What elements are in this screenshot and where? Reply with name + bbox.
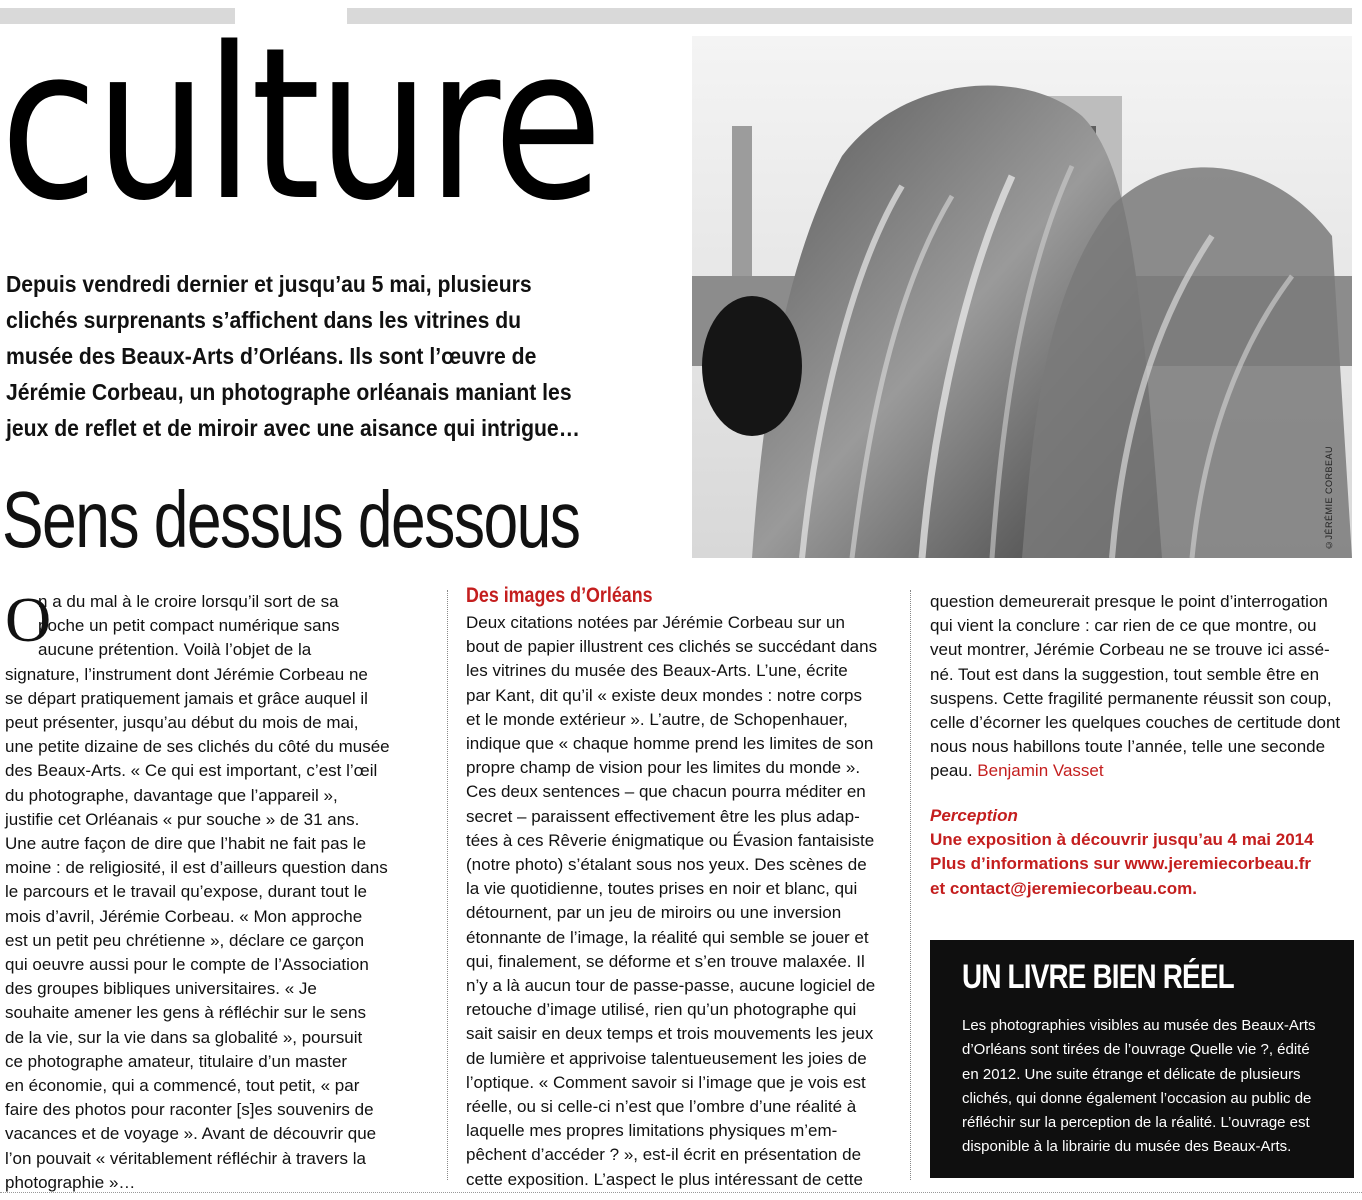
- body-text: peau.: [930, 761, 973, 781]
- article-column-2: [466, 611, 892, 1192]
- body-line: l’on pouvait « véritablement réfléchir à travers la: [5, 1148, 366, 1168]
- body-line: pêchent d’accéder ? », est-il écrit en présentation de: [466, 1145, 862, 1165]
- body-line: étonnante de l’image, la réalité qui semble se jouer et: [466, 927, 869, 947]
- box-line: Les photographies visibles au musée des Beaux-Arts: [962, 1017, 1316, 1034]
- body-line: la vie quotidienne, toutes prises en noir et blanc, qui: [466, 879, 858, 899]
- photo-illustration: [692, 36, 1352, 558]
- body-line: question demeurerait presque le point d’interrogation: [930, 592, 1328, 611]
- body-line: photographie »…: [5, 1172, 136, 1192]
- body-line: Une autre façon de dire que l’habit ne fait pas le: [5, 834, 367, 854]
- body-line: tées à ces Rêverie énigmatique ou Évasion fantaisiste: [466, 830, 875, 850]
- body-line: Deux citations notées par Jérémie Corbeau sur un: [466, 613, 845, 632]
- sidebar-box-title: UN LIVRE BIEN RÉEL: [962, 958, 1234, 996]
- body-line: faire des photos pour raconter [s]es souvenirs de: [5, 1100, 374, 1120]
- body-line: de la vie, sur la vie dans sa globalité », poursuit: [5, 1027, 363, 1047]
- subheading: Des images d’Orléans: [466, 584, 653, 607]
- author-byline: Benjamin Vasset: [977, 761, 1104, 781]
- body-line: suspens. Cette fragilité permanente réussit son coup,: [930, 688, 1332, 708]
- body-line: Ces deux sentences – que chacun pourra méditer en: [466, 782, 866, 802]
- body-line: l’optique. « Comment savoir si l’image que je vois est: [466, 1072, 866, 1092]
- body-line: souhaite amener les gens à réfléchir sur le sens: [5, 1003, 366, 1023]
- body-line: et le monde extérieur ». L’autre, de Schopenhauer,: [466, 709, 848, 729]
- body-line: celle d’écorner les quelques couches de certitude dont: [930, 713, 1341, 733]
- body-line: aucune prétention. Voilà l’objet de la: [5, 640, 312, 660]
- info-line: Plus d’informations sur www.jeremiecorbeau.fr: [930, 854, 1312, 874]
- box-line: réfléchir sur la perception de la réalité. L’ouvrage est: [962, 1114, 1310, 1132]
- info-line: Une exposition à découvrir jusqu’au 4 mai 2014: [930, 830, 1314, 850]
- body-line: cette exposition. L’aspect le plus intéressant de cette: [466, 1169, 863, 1189]
- box-line: en 2012. Une suite étrange et délicate de plusieurs: [962, 1065, 1301, 1083]
- body-line: les vitrines du musée des Beaux-Arts. L’une, écrite: [466, 661, 848, 681]
- body-line: qui, finalement, se déforme et s’en trouve malaxée. Il: [466, 951, 865, 971]
- body-line: secret – paraissent effectivement être les plus adap-: [466, 806, 860, 826]
- box-line: clichés, qui donne également l’occasion au public de: [962, 1089, 1312, 1107]
- body-line: signature, l’instrument dont Jérémie Corbeau ne: [5, 664, 368, 684]
- body-line: en économie, qui a commencé, tout petit, « par: [5, 1076, 360, 1096]
- body-line: bout de papier illustrent ces clichés se succédant dans: [466, 637, 878, 657]
- body-line: poche un petit compact numérique sans: [5, 616, 340, 636]
- body-line: des groupes bibliques universitaires. « Je: [5, 979, 317, 999]
- sidebar-box-body: [962, 1014, 1342, 1160]
- box-line: disponible à la librairie du musée des Beaux-Arts.: [962, 1138, 1292, 1156]
- body-line: né. Tout est dans la suggestion, tout semble être en: [930, 664, 1320, 684]
- article-column-3: [930, 590, 1355, 784]
- lead-line: Jérémie Corbeau, un photographe orléanais maniant les: [6, 379, 572, 405]
- column-divider: [910, 590, 911, 1180]
- section-title: culture: [0, 2, 600, 247]
- info-title: Perception: [930, 806, 1018, 825]
- body-line: (notre photo) s’étalant sous nos yeux. Des scènes de: [466, 855, 867, 875]
- body-line: [930, 759, 1355, 783]
- body-line: justifie cet Orléanais « pur souche » de 31 ans.: [5, 809, 360, 829]
- body-line: détournent, par un jeu de miroirs ou une inversion: [466, 903, 842, 923]
- body-line: qui oeuvre aussi pour le compte de l’Association: [5, 955, 369, 975]
- body-line: indique que « chaque homme prend les limites de son: [466, 734, 874, 754]
- body-line: retouche d’image utilisé, rien qu’un photographe qui: [466, 1000, 857, 1020]
- lead-line: Depuis vendredi dernier et jusqu’au 5 mai, plusieurs: [6, 271, 532, 297]
- column-divider: [447, 590, 448, 1180]
- info-block: [930, 804, 1355, 901]
- lead-line: clichés surprenants s’affichent dans les vitrines du: [6, 307, 522, 333]
- body-line: le parcours et le travail qu’expose, durant tout le: [5, 882, 367, 902]
- body-line: moine : de religiosité, il est d’ailleurs question dans: [5, 858, 388, 878]
- body-line: par Kant, dit qu’il « existe deux mondes : notre corps: [466, 685, 862, 705]
- body-line: veut montrer, Jérémie Corbeau ne se trouve ici assé-: [930, 640, 1330, 660]
- body-line: laquelle mes propres limitations physiques m’em-: [466, 1121, 838, 1141]
- body-line: qui vient la conclure : car rien de ce que montre, ou: [930, 616, 1317, 636]
- body-line: des Beaux-Arts. « Ce qui est important, c’est l’œil: [5, 761, 378, 781]
- photo-credit: ©JÉRÉMIE CORBEAU: [1324, 445, 1334, 550]
- body-line: peut présenter, jusqu’au début du mois de mai,: [5, 713, 359, 733]
- body-line: sait saisir en deux temps et trois mouvements les jeux: [466, 1024, 874, 1044]
- body-line: vacances et de voyage ». Avant de découvrir que: [5, 1124, 377, 1144]
- article-photo: [692, 36, 1352, 558]
- body-line: mois d’avril, Jérémie Corbeau. « Mon approche: [5, 906, 363, 926]
- body-line: propre champ de vision pour les limites du monde ».: [466, 758, 861, 778]
- article-column-1: [5, 584, 430, 1195]
- lead-line: musée des Beaux-Arts d’Orléans. Ils sont l’œuvre de: [6, 343, 537, 369]
- lead-line: jeux de reflet et de miroir avec une aisance qui intrigue…: [6, 415, 580, 441]
- info-line: et contact@jeremiecorbeau.com.: [930, 878, 1197, 898]
- body-line: une petite dizaine de ses clichés du côté du musée: [5, 737, 390, 757]
- body-line: réelle, ou si celle-ci n’est que l’ombre d’une réalité à: [466, 1097, 857, 1117]
- bottom-rule: [0, 1192, 1362, 1193]
- article-headline: Sens dessus dessous: [2, 475, 580, 564]
- body-line: n’y a là aucun tour de passe-passe, aucune logiciel de: [466, 976, 876, 996]
- body-line: de lumière et apprivoise talentueusement les joies de: [466, 1048, 867, 1068]
- article-lead: [6, 266, 632, 446]
- body-line: se départ pratiquement jamais et grâce auquel il: [5, 688, 368, 708]
- body-line: nous nous habillons toute l’année, telle une seconde: [930, 737, 1326, 757]
- drop-cap: O: [5, 584, 52, 655]
- box-line: d’Orléans sont tirées de l’ouvrage Quelle vie ?, édité: [962, 1041, 1310, 1059]
- body-line: n a du mal à le croire lorsqu’il sort de sa: [5, 592, 339, 611]
- body-line: ce photographe amateur, titulaire d’un master: [5, 1051, 348, 1071]
- body-line: est un petit peu chrétienne », déclare ce garçon: [5, 930, 365, 950]
- body-line: du photographe, davantage que l’appareil »,: [5, 785, 338, 805]
